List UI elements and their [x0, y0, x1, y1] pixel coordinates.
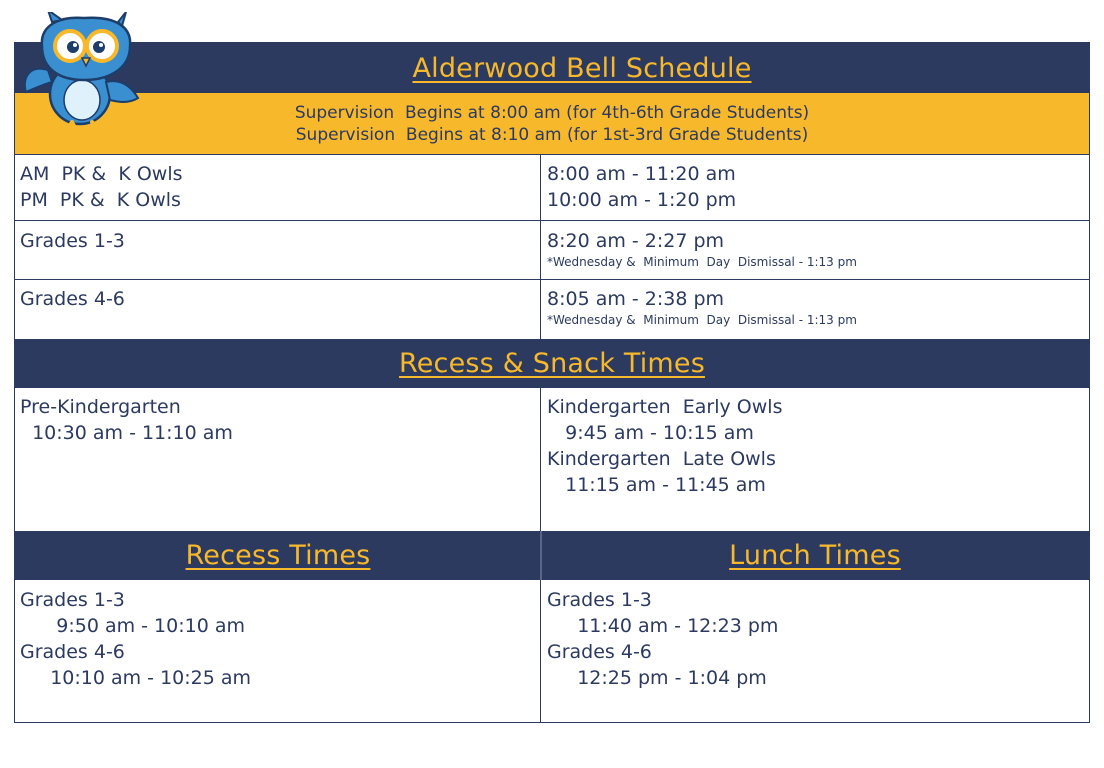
- row-label-cell: [15, 280, 541, 339]
- lunch-title-cell: [541, 531, 1089, 580]
- kinder-cell: [541, 388, 1089, 531]
- row-time-cell: [541, 155, 1089, 220]
- row-label-cell: [15, 155, 541, 220]
- dismissal-note: *Wednesday & Minimum Day Dismissal - 1:13 pm: [547, 313, 857, 327]
- row-time: 8:20 am - 2:27 pm: [547, 230, 725, 252]
- lunch-title: Lunch Times: [729, 540, 901, 571]
- row-label: PM PK & K Owls: [20, 189, 181, 211]
- recess-lunch-band: [15, 531, 1089, 580]
- list-item: 9:50 am - 10:10 am: [20, 615, 245, 637]
- list-item: Grades 4-6: [547, 641, 652, 663]
- recess-snack-band: [15, 339, 1089, 388]
- row-time: 8:00 am - 11:20 am: [547, 163, 736, 185]
- row-label-cell: [15, 221, 541, 279]
- title-band: [15, 43, 1089, 93]
- page-title: Alderwood Bell Schedule: [412, 52, 752, 84]
- list-item: 10:30 am - 11:10 am: [20, 422, 233, 444]
- list-item: Kindergarten Early Owls: [547, 396, 783, 418]
- list-item: Grades 4-6: [20, 641, 125, 663]
- row-time: 10:00 am - 1:20 pm: [547, 189, 737, 211]
- row-time-cell: [541, 221, 1089, 279]
- list-item: 9:45 am - 10:15 am: [547, 422, 754, 444]
- row-time: 8:05 am - 2:38 pm: [547, 288, 725, 310]
- table-row: [15, 279, 1089, 339]
- list-item: Pre-Kindergarten: [20, 396, 181, 418]
- list-item: Grades 1-3: [20, 589, 125, 611]
- recess-snack-title: Recess & Snack Times: [399, 348, 705, 379]
- row-label: AM PK & K Owls: [20, 163, 183, 185]
- row-label: Grades 1-3: [20, 230, 125, 252]
- recess-title-cell: [15, 531, 541, 580]
- supervision-band: [15, 93, 1089, 154]
- recess-cell: [15, 580, 541, 722]
- table-row: [15, 220, 1089, 279]
- owl-mascot-icon: [18, 12, 154, 140]
- recess-snack-row: [15, 388, 1089, 531]
- supervision-line-1: Supervision Begins at 8:00 am (for 4th-6th Grade Students): [294, 102, 810, 123]
- bell-schedule-table: [14, 42, 1090, 723]
- row-label: Grades 4-6: [20, 288, 125, 310]
- list-item: 11:40 am - 12:23 pm: [547, 615, 779, 637]
- list-item: 11:15 am - 11:45 am: [547, 474, 766, 496]
- row-time-cell: [541, 280, 1089, 339]
- prek-cell: [15, 388, 541, 531]
- list-item: Kindergarten Late Owls: [547, 448, 776, 470]
- lunch-cell: [541, 580, 1089, 722]
- list-item: Grades 1-3: [547, 589, 652, 611]
- dismissal-note: *Wednesday & Minimum Day Dismissal - 1:13 pm: [547, 255, 857, 269]
- supervision-line-2: Supervision Begins at 8:10 am (for 1st-3rd Grade Students): [295, 124, 809, 145]
- recess-lunch-row: [15, 580, 1089, 722]
- recess-title: Recess Times: [185, 540, 371, 571]
- table-row: [15, 154, 1089, 220]
- list-item: 10:10 am - 10:25 am: [20, 667, 252, 689]
- list-item: 12:25 pm - 1:04 pm: [547, 667, 767, 689]
